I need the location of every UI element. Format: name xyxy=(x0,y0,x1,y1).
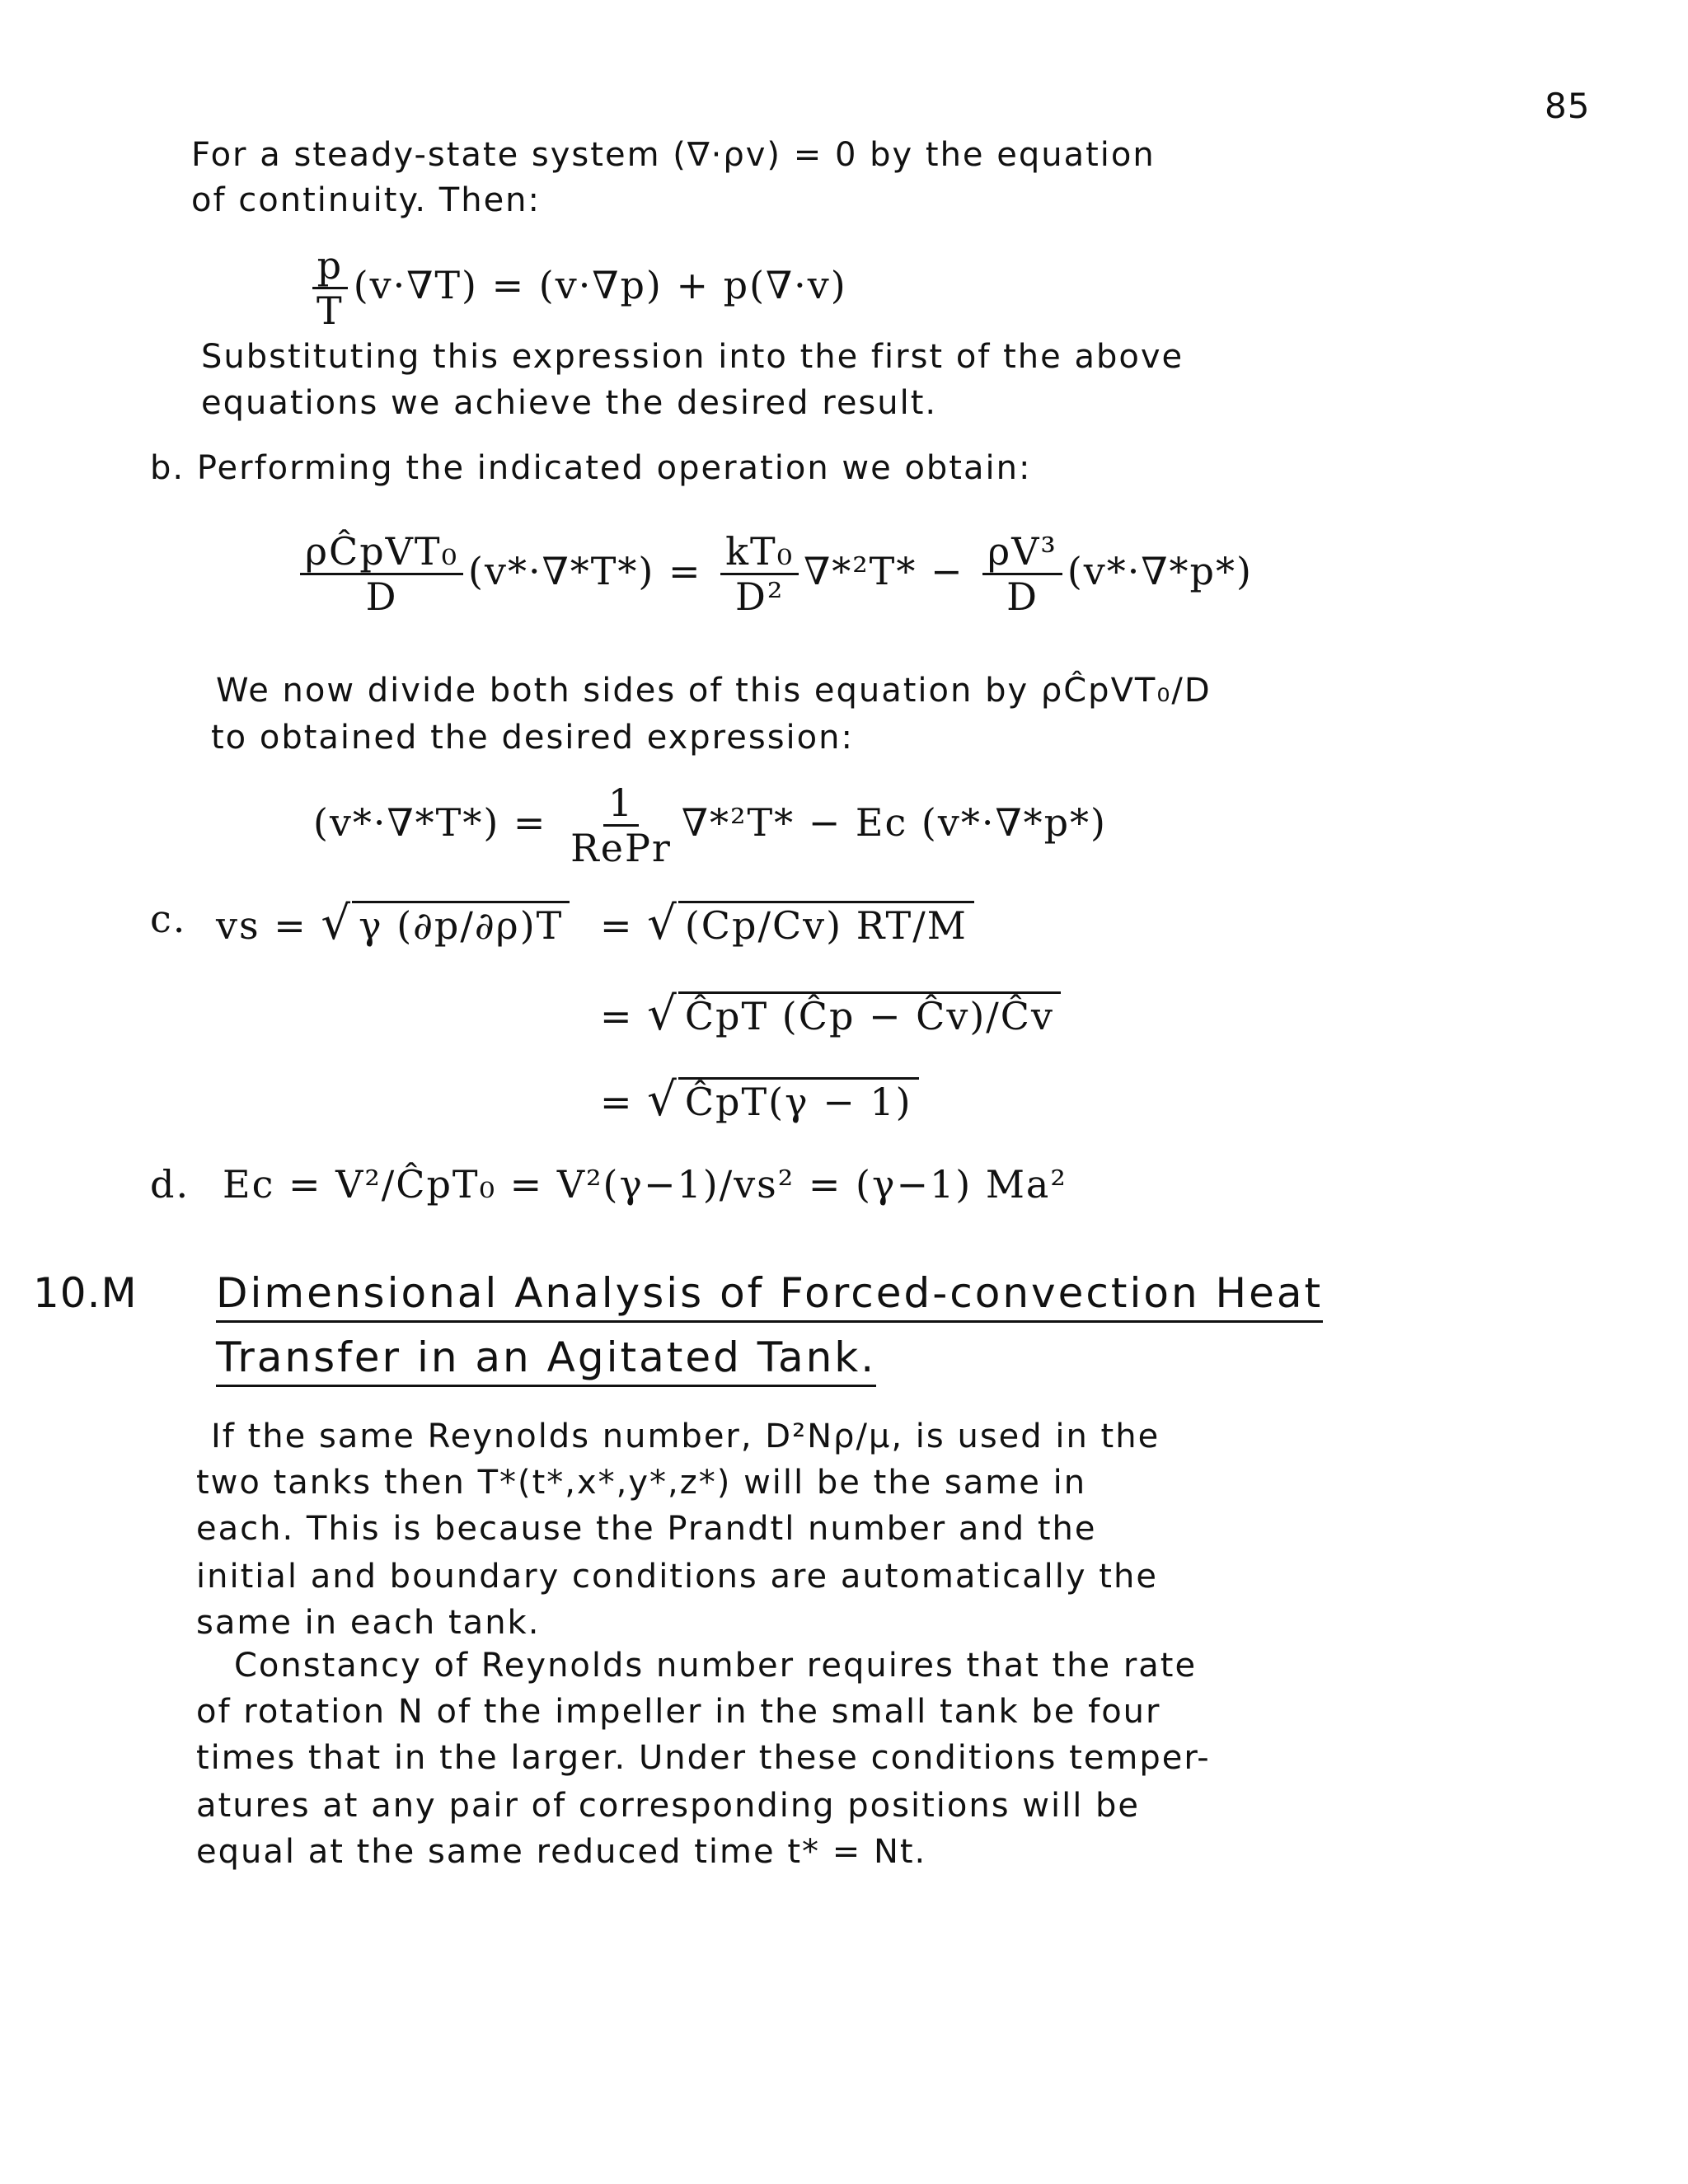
equation-middle-2: ∇*²T* − xyxy=(804,548,964,593)
equals-sign: = xyxy=(600,994,634,1038)
radicand-2: (Cp/Cv) RT/M xyxy=(678,901,974,948)
part-d-equation: Ec = V²/ĈpT₀ = V²(γ−1)/vs² = (γ−1) Ma² xyxy=(223,1162,1067,1207)
radicand-1: γ (∂p/∂ρ)T xyxy=(352,901,570,948)
section-title-line-2: Transfer in an Agitated Tank. xyxy=(216,1333,876,1387)
equals-sign: = xyxy=(600,903,634,948)
part-b-equation-2 xyxy=(313,780,1107,871)
equation-middle-1: (v*·∇*T*) = xyxy=(468,548,702,593)
part-a-line-2: of continuity. Then: xyxy=(191,181,542,219)
section-number: 10.M xyxy=(33,1269,138,1317)
fraction-denominator: RePr xyxy=(570,826,672,871)
part-c-label: c. xyxy=(150,897,187,941)
paragraph-1-line: two tanks then T*(t*,x*,y*,z*) will be the same in xyxy=(196,1464,1087,1502)
part-b-line-1: We now divide both sides of this equation by ρĈpVT₀/D xyxy=(216,672,1212,710)
radical-icon: √ xyxy=(647,1073,678,1127)
part-a-line-3: Substituting this expression into the first of the above xyxy=(201,338,1184,376)
part-b-line-2: to obtained the desired expression: xyxy=(211,719,854,757)
fraction-numerator: kT₀ xyxy=(720,532,799,575)
fraction-denominator: D² xyxy=(734,574,785,620)
paragraph-2-line: equal at the same reduced time t* = Nt. xyxy=(196,1833,927,1871)
radical-icon: √ xyxy=(647,987,678,1041)
section-title-line-1: Dimensional Analysis of Forced-convection Heat xyxy=(216,1269,1323,1323)
radical-icon: √ xyxy=(647,897,678,950)
fraction-numerator: ρĈpVT₀ xyxy=(300,532,463,575)
part-c-line-1-rhs xyxy=(600,897,974,950)
fraction-numerator: ρV³ xyxy=(982,532,1062,575)
fraction-denominator: D xyxy=(365,574,398,620)
equation-right: ∇*²T* − Ec (v*·∇*p*) xyxy=(681,799,1107,845)
part-d-label: d. xyxy=(150,1162,190,1207)
paragraph-2-line: of rotation N of the impeller in the small tank be four xyxy=(196,1693,1161,1731)
part-c-line-3 xyxy=(600,1073,919,1127)
equals-sign: = xyxy=(600,1080,634,1124)
part-a-equation xyxy=(307,243,847,334)
fraction-numerator: 1 xyxy=(603,783,639,827)
part-c-line-1 xyxy=(216,897,570,950)
radical-icon: √ xyxy=(321,897,353,950)
equation-fraction xyxy=(300,529,463,620)
paragraph-1-line: same in each tank. xyxy=(196,1604,541,1642)
part-c-line-2 xyxy=(600,987,1061,1041)
equation-rest: (v·∇T) = (v·∇p) + p(∇·v) xyxy=(353,262,847,307)
paragraph-1-line: initial and boundary conditions are automatically the xyxy=(196,1558,1158,1596)
equation-left: (v*·∇*T*) = xyxy=(313,799,547,845)
paragraph-1-line: If the same Reynolds number, D²Nρ/μ, is used in the xyxy=(211,1418,1160,1455)
fraction-numerator: p xyxy=(312,246,348,289)
vs-label: vs = xyxy=(216,903,307,948)
paragraph-2-line: Constancy of Reynolds number requires that the rate xyxy=(234,1647,1198,1685)
part-a-line-4: equations we achieve the desired result. xyxy=(201,384,938,422)
paragraph-2-line: times that in the larger. Under these conditions temper- xyxy=(196,1739,1211,1777)
fraction-denominator: D xyxy=(1006,574,1039,620)
equation-fraction xyxy=(565,780,677,871)
paragraph-2-line: atures at any pair of corresponding positions will be xyxy=(196,1787,1141,1825)
part-b-intro: b. Performing the indicated operation we obtain: xyxy=(150,449,1032,487)
equation-fraction xyxy=(312,243,349,334)
part-b-equation-1 xyxy=(295,529,1253,620)
equation-fraction xyxy=(982,529,1062,620)
page-number: 85 xyxy=(1545,86,1591,126)
part-a-line-1: For a steady-state system (∇·ρv) = 0 by the equation xyxy=(191,136,1156,174)
paragraph-1-line: each. This is because the Prandtl number and the xyxy=(196,1510,1097,1548)
radicand-3: ĈpT (Ĉp − Ĉv)/Ĉv xyxy=(678,991,1061,1038)
equation-fraction xyxy=(720,529,799,620)
fraction-denominator: T xyxy=(316,288,344,334)
equation-end: (v*·∇*p*) xyxy=(1067,548,1253,593)
radicand-4: ĈpT(γ − 1) xyxy=(678,1077,919,1124)
